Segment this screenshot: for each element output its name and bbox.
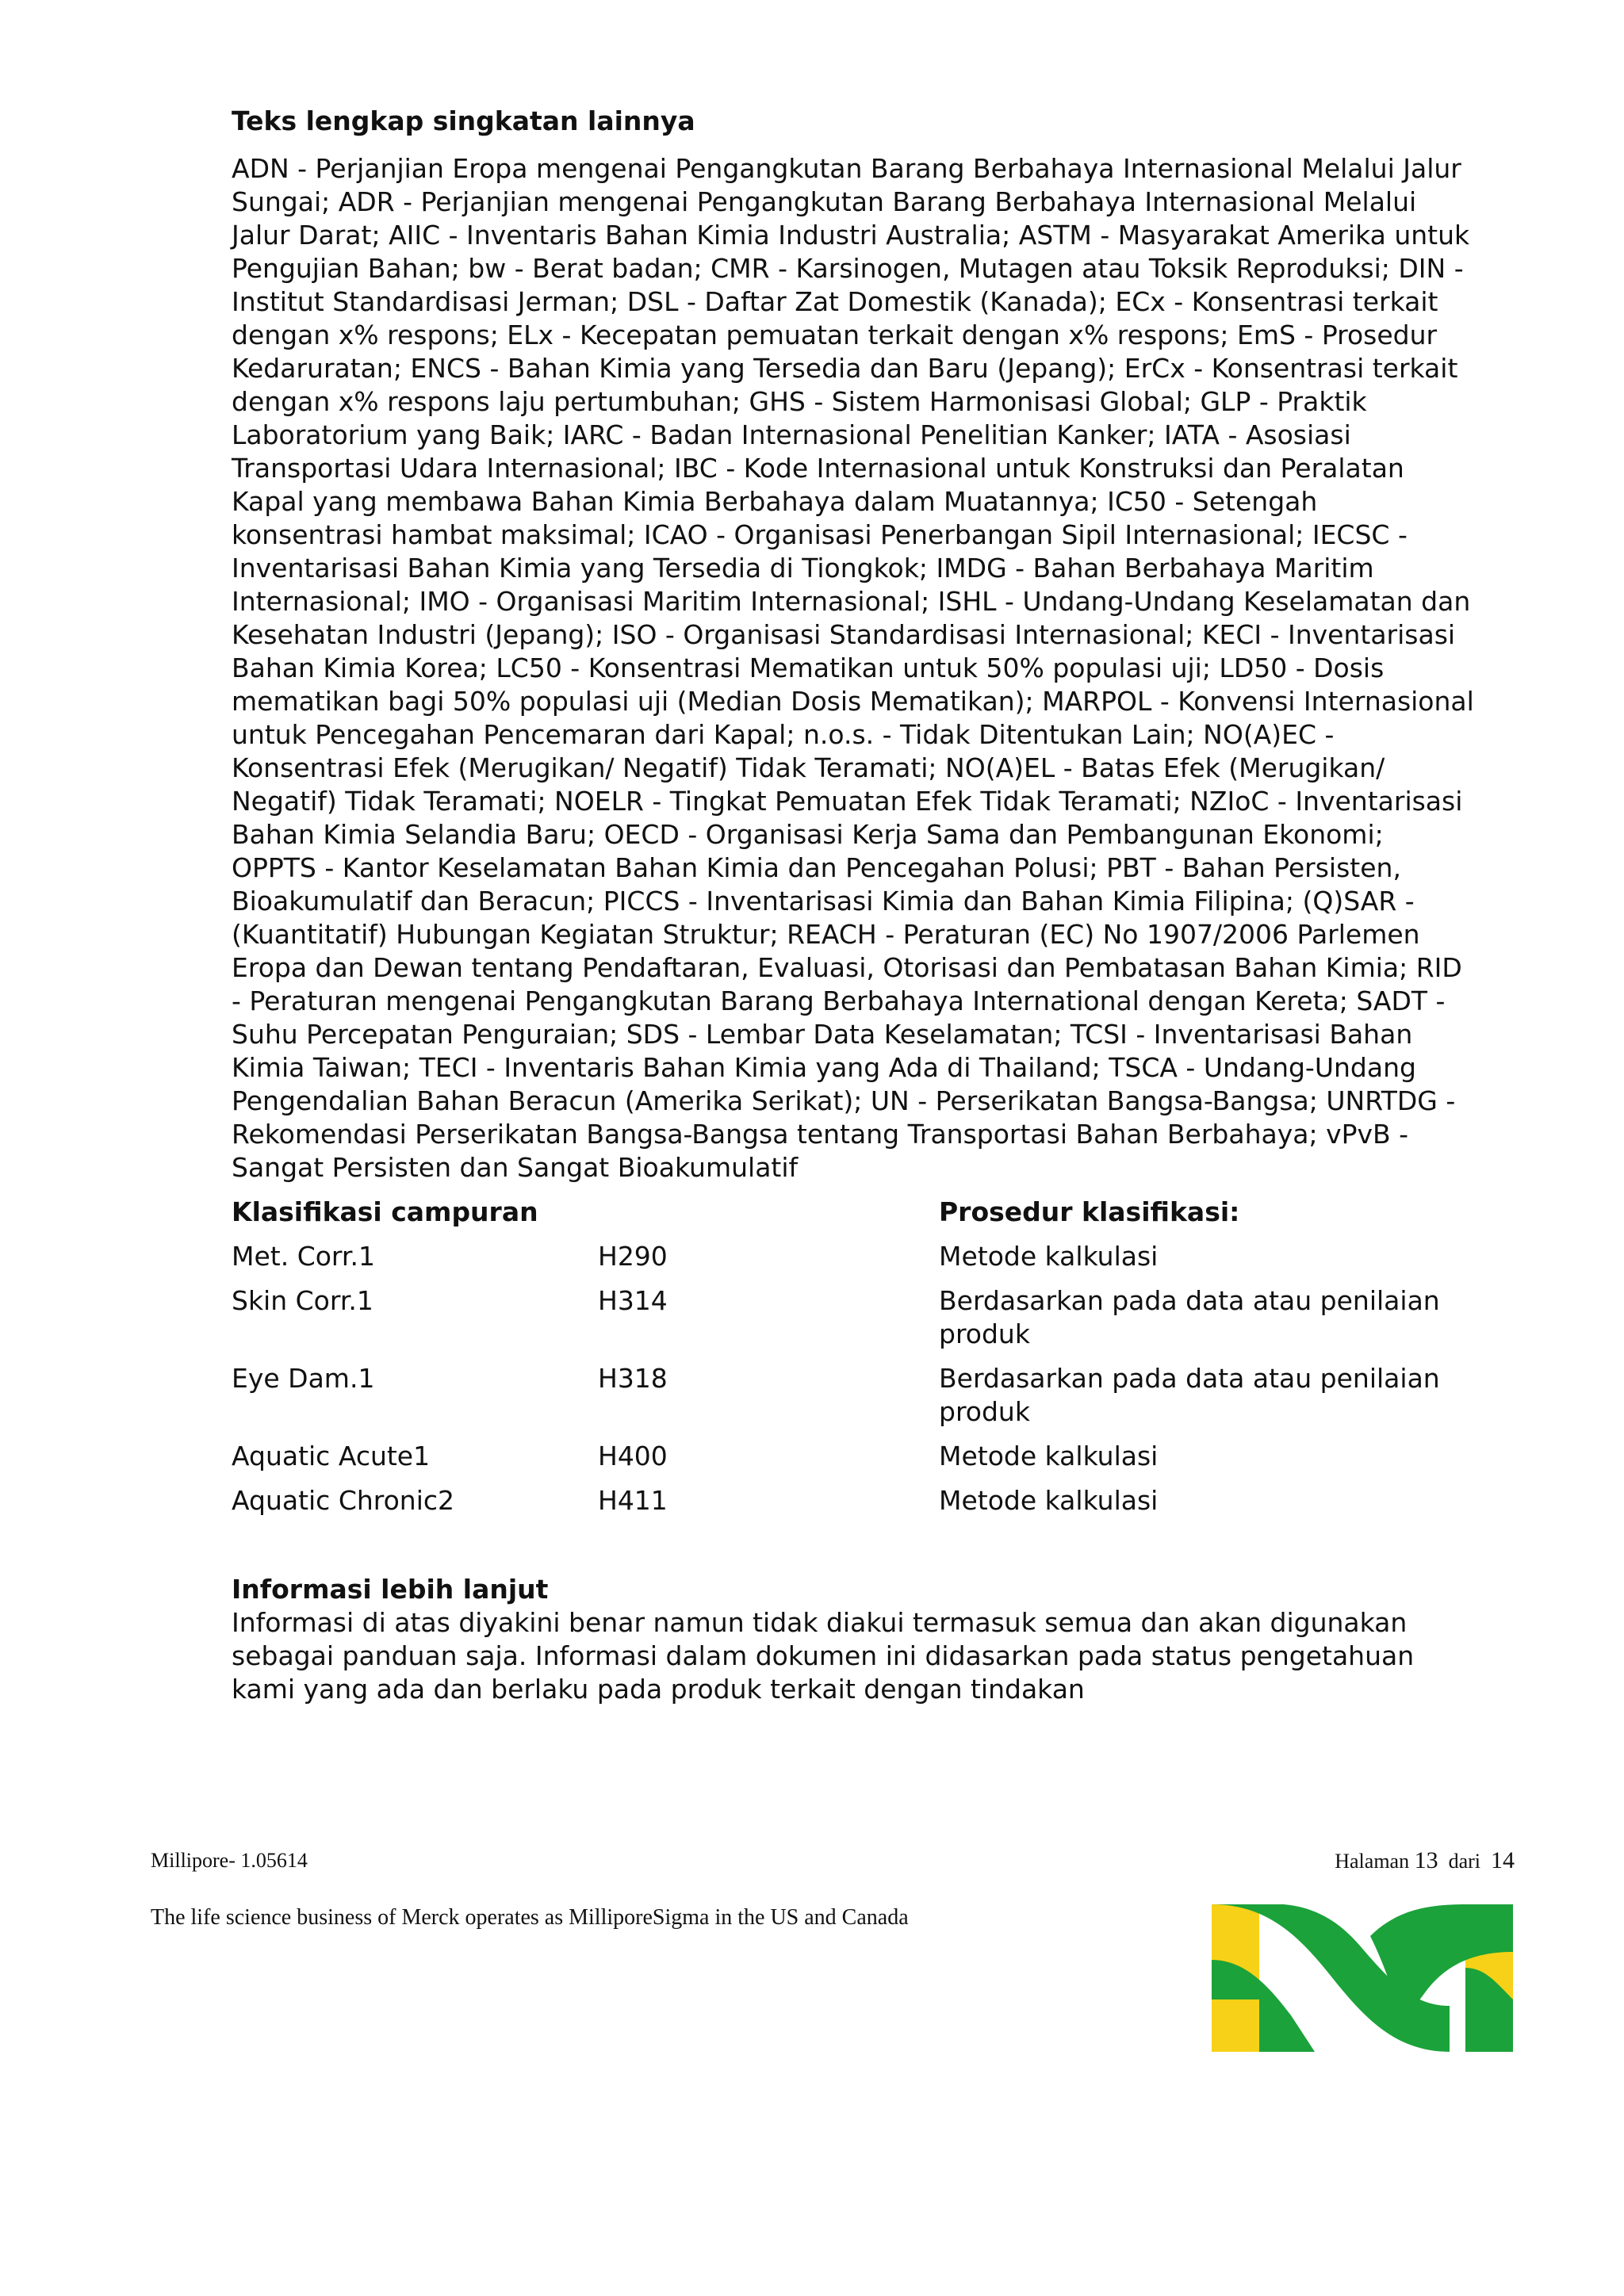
- hazard-class: Aquatic Chronic2: [232, 1485, 455, 1516]
- hazard-code: H400: [598, 1441, 668, 1471]
- table-row: [232, 1240, 1484, 1284]
- hazard-class: Eye Dam.1: [232, 1363, 375, 1394]
- page-number: [1335, 1847, 1515, 1875]
- classification-heading: Klasifikasi campuran: [232, 1196, 538, 1227]
- further-info-section: [232, 1573, 1484, 1706]
- classification-procedure: Metode kalkulasi: [939, 1241, 1159, 1272]
- page-label: Halaman: [1335, 1850, 1410, 1873]
- page-separator: dari: [1448, 1850, 1480, 1873]
- table-row: [232, 1362, 1484, 1440]
- page-current: 13: [1414, 1847, 1438, 1873]
- document-body: [232, 105, 1484, 1706]
- classification-procedure: Metode kalkulasi: [939, 1485, 1159, 1516]
- table-row: [232, 1484, 1484, 1529]
- hazard-class: Skin Corr.1: [232, 1285, 373, 1316]
- further-info-text: Informasi di atas diyakini benar namun tidak diakui termasuk semua dan akan digunakan sebagai panduan saja. Informasi dalam dokumen ini didasarkan pada status pengetahuan kami yang ada dan berlaku pada produk terkait dengan tindakan: [232, 1607, 1415, 1705]
- company-note: The life science business of Merck operates as MilliporeSigma in the US and Canada: [151, 1905, 909, 1930]
- table-row: [232, 1440, 1484, 1484]
- abbreviations-heading: Teks lengkap singkatan lainnya: [232, 105, 695, 136]
- hazard-class: Aquatic Acute1: [232, 1441, 431, 1471]
- table-row: [232, 1284, 1484, 1362]
- classification-procedure: Berdasarkan pada data atau penilaian produk: [939, 1363, 1440, 1427]
- page-total: 14: [1491, 1847, 1515, 1873]
- page-footer: [151, 1847, 1515, 1879]
- hazard-code: H314: [598, 1285, 668, 1316]
- procedure-heading: Prosedur klasifikasi:: [939, 1196, 1240, 1227]
- further-info-heading: Informasi lebih lanjut: [232, 1574, 549, 1605]
- classification-table: [232, 1196, 1484, 1529]
- hazard-class: Met. Corr.1: [232, 1241, 375, 1272]
- product-code: Millipore- 1.05614: [151, 1849, 308, 1872]
- merck-logo-icon: [1212, 1904, 1513, 2052]
- hazard-code: H290: [598, 1241, 668, 1272]
- hazard-code: H411: [598, 1485, 668, 1516]
- classification-header-row: [232, 1196, 1484, 1240]
- classification-procedure: Berdasarkan pada data atau penilaian produk: [939, 1285, 1440, 1349]
- abbreviations-text: ADN - Perjanjian Eropa mengenai Pengangkutan Barang Berbahaya Internasional Melalui Jalur Sungai; ADR - Perjanjian mengenai Pengangkutan Barang Berbahaya Internasional Melalui Jalur Darat; AIIC - Inventaris Bahan Kimia Industri Australia; ASTM - Masyarakat Amerika untuk Pengujian Bahan; bw - Berat badan; CMR - Karsinogen, Mutagen atau Toksik Reproduksi; DIN - Institut Standardisasi Jerman; DSL - Daftar Zat Domestik (Kanada); ECx - Konsentrasi terkait dengan x% respons; ELx - Kecepatan pemuatan terkait dengan x% respons; EmS - Prosedur Kedaruratan; ENCS - Bahan Kimia yang Tersedia dan Baru (Jepang); ErCx - Konsentrasi terkait dengan x% respons laju pertumbuhan; GHS - Sistem Harmonisasi Global; GLP - Praktik Laboratorium yang Baik; IARC - Badan Internasional Penelitian Kanker; IATA - Asosiasi Transportasi Udara Internasional; IBC - Kode Internasional untuk Konstruksi dan Peralatan Kapal yang membawa Bahan Kimia Berbahaya dalam Muatannya; IC50 - Setengah konsentrasi hambat maksimal; ICAO - Organisasi Penerbangan Sipil Internasional; IECSC - Inventarisasi Bahan Kimia yang Tersedia di Tiongkok; IMDG - Bahan Berbahaya Maritim Internasional; IMO - Organisasi Maritim Internasional; ISHL - Undang-Undang Keselamatan dan Kesehatan Industri (Jepang); ISO - Organisasi Standardisasi Internasional; KECI - Inventarisasi Bahan Kimia Korea; LC50 - Konsentrasi Mematikan untuk 50% populasi uji; LD50 - Dosis mematikan bagi 50% populasi uji (Median Dosis Mematikan); MARPOL - Konvensi Internasional untuk Pencegahan Pencemaran dari Kapal; n.o.s. - Tidak Ditentukan Lain; NO(A)EC - Konsentrasi Efek (Merugikan/ Negatif) Tidak Teramati; NO(A)EL - Batas Efek (Merugikan/ Negatif) Tidak Teramati; NOELR - Tingkat Pemuatan Efek Tidak Teramati; NZIoC - Inventarisasi Bahan Kimia Selandia Baru; OECD - Organisasi Kerja Sama dan Pembangunan Ekonomi; OPPTS - Kantor Keselamatan Bahan Kimia dan Pencegahan Polusi; PBT - Bahan Persisten, Bioakumulatif dan Beracun; PICCS - Inventarisasi Kimia dan Bahan Kimia Filipina; (Q)SAR - (Kuantitatif) Hubungan Kegiatan Struktur; REACH - Peraturan (EC) No 1907/2006 Parlemen Eropa dan Dewan tentang Pendaftaran, Evaluasi, Otorisasi dan Pembatasan Bahan Kimia; RID - Peraturan mengenai Pengangkutan Barang Berbahaya International dengan Kereta; SADT - Suhu Percepatan Penguraian; SDS - Lembar Data Keselamatan; TCSI - Inventarisasi Bahan Kimia Taiwan; TECI - Inventaris Bahan Kimia yang Ada di Thailand; TSCA - Undang-Undang Pengendalian Bahan Beracun (Amerika Serikat); UN - Perserikatan Bangsa-Bangsa; UNRTDG - Rekomendasi Perserikatan Bangsa-Bangsa tentang Transportasi Bahan Berbahaya; vPvB - Sangat Persisten dan Sangat Bioakumulatif: [232, 153, 1474, 1183]
- hazard-code: H318: [598, 1363, 668, 1394]
- classification-procedure: Metode kalkulasi: [939, 1441, 1159, 1471]
